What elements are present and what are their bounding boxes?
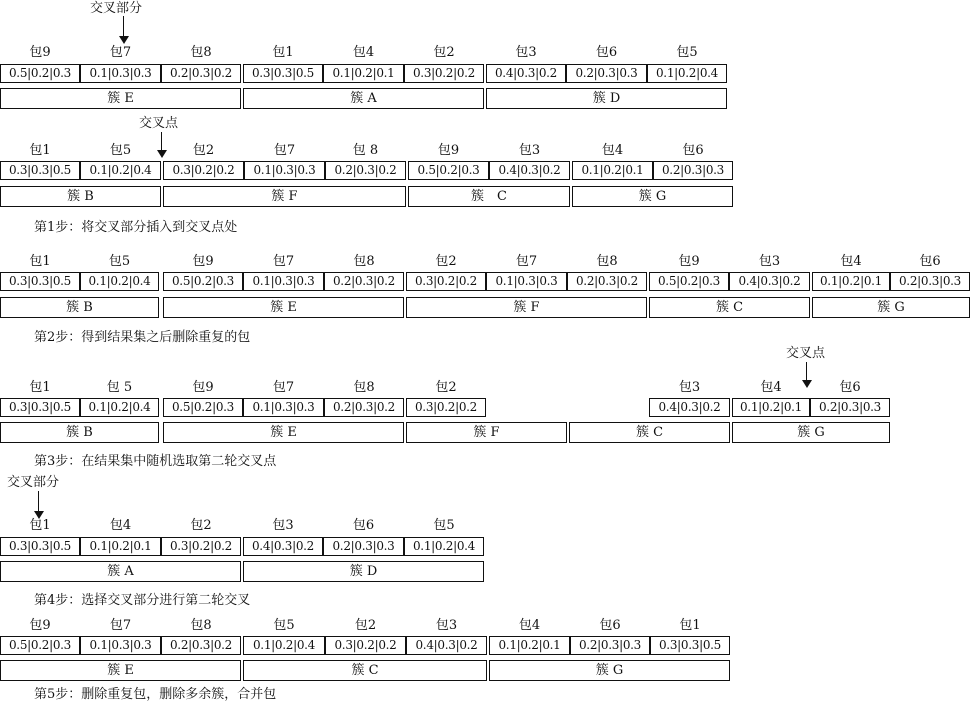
cluster-box: 簇 E [163,422,404,443]
package-label: 包4 [760,380,782,395]
cluster-box: 簇 G [812,297,970,318]
package-label: 包5 [676,45,698,60]
package-box: 0.4|0.3|0.2 [729,272,810,291]
package-label: 包8 [190,45,212,60]
down-arrow-icon [34,491,44,519]
cluster-box: 簇 B [0,297,159,318]
package-box: 0.2|0.3|0.3 [890,272,970,291]
package-box: 0.5|0.2|0.3 [649,272,729,291]
package-label: 包8 [596,254,618,269]
package-label: 包9 [29,618,51,633]
package-label: 包7 [272,380,295,395]
package-label: 包4 [840,254,862,269]
cluster-box: 簇 D [243,561,484,582]
package-label: 包5 [433,518,455,533]
package-box: 0.5|0.2|0.3 [408,161,489,180]
step-1-caption: 第1步：将交叉部分插入到交叉点处 [34,220,238,235]
package-label: 包6 [352,518,375,533]
package-label: 包3 [435,618,458,633]
package-box: 0.3|0.3|0.5 [0,272,80,291]
package-label: 包4 [352,45,375,60]
package-box: 0.3|0.3|0.5 [243,64,323,83]
crossover-part-label: 交叉部分 [90,1,143,16]
package-label: 包7 [109,618,132,633]
package-box: 0.4|0.3|0.2 [486,64,566,83]
crossover-point-label: 交叉点 [786,346,826,361]
package-box: 0.2|0.3|0.2 [161,64,241,83]
package-box: 0.1|0.2|0.1 [323,64,404,83]
cluster-box: 簇 C [243,660,487,681]
package-box: 0.1|0.3|0.3 [486,272,567,291]
package-box: 0.2|0.3|0.2 [567,272,647,291]
down-arrow-icon [119,16,129,44]
package-box: 0.2|0.3|0.3 [653,161,733,180]
cluster-box: 簇 D [486,88,727,109]
package-label: 包9 [192,380,214,395]
package-box: 0.1|0.2|0.4 [404,537,484,556]
package-label: 包8 [190,618,212,633]
step-3-caption: 第3步：在结果集中随机选取第二轮交叉点 [34,454,277,469]
package-box: 0.1|0.2|0.4 [80,161,161,180]
package-label: 包1 [29,254,51,269]
cluster-box: 簇 F [406,297,647,318]
package-label: 包5 [109,143,132,158]
package-box: 0.3|0.2|0.2 [163,161,244,180]
package-label: 包6 [595,45,618,60]
cluster-box: 簇 F [163,186,406,207]
cluster-box: 簇 A [0,561,241,582]
package-label: 包1 [679,618,701,633]
package-label: 包6 [839,380,861,395]
package-box: 0.1|0.3|0.3 [243,398,324,417]
package-label: 包2 [190,518,212,533]
cluster-box: 簇 B [0,186,161,207]
package-box: 0.1|0.2|0.1 [572,161,653,180]
package-label: 包2 [433,45,455,60]
package-label: 包4 [109,518,132,533]
package-box: 0.4|0.3|0.2 [406,636,487,655]
package-box: 0.2|0.3|0.3 [323,537,404,556]
package-label: 包7 [109,45,132,60]
package-label: 包7 [273,143,296,158]
package-box: 0.2|0.3|0.2 [324,398,404,417]
package-box: 0.1|0.3|0.3 [80,636,161,655]
cluster-box: 簇 E [163,297,404,318]
package-label: 包9 [437,143,460,158]
package-box: 0.2|0.3|0.2 [325,161,406,180]
package-box: 0.1|0.2|0.4 [243,636,325,655]
package-box: 0.5|0.2|0.3 [163,272,243,291]
package-box: 0.3|0.2|0.2 [325,636,406,655]
package-box: 0.3|0.3|0.5 [650,636,730,655]
package-label: 包6 [682,143,704,158]
package-box: 0.1|0.2|0.1 [812,272,890,291]
cluster-box: 簇 G [732,422,890,443]
package-box: 0.4|0.3|0.2 [649,398,730,417]
step-5-caption: 第5步：删除重复包，删除多余簇，合并包 [34,687,277,702]
cluster-box: 簇 C [649,297,810,318]
package-label: 包6 [919,254,941,269]
step-2-caption: 第2步：得到结果集之后删除重复的包 [34,330,251,345]
cluster-box: 簇 G [572,186,733,207]
package-box: 0.1|0.2|0.4 [80,272,159,291]
cluster-box: 簇 F [406,422,567,443]
cluster-box: 簇 C [569,422,730,443]
package-label: 包2 [354,618,377,633]
cluster-box: 簇 E [0,88,241,109]
package-label: 包 8 [352,143,379,158]
package-box: 0.2|0.3|0.2 [324,272,404,291]
package-box: 0.1|0.2|0.1 [489,636,570,655]
package-label: 包7 [272,254,295,269]
package-label: 包2 [435,380,457,395]
package-label: 包6 [599,618,621,633]
crossover-part-label: 交叉部分 [7,475,60,490]
package-label: 包9 [192,254,214,269]
package-label: 包4 [518,618,541,633]
package-box: 0.1|0.3|0.3 [243,272,324,291]
package-box: 0.3|0.3|0.5 [0,398,80,417]
package-label: 包4 [601,143,624,158]
package-label: 包1 [29,143,51,158]
package-label: 包9 [29,45,51,60]
package-label: 包8 [353,254,375,269]
package-box: 0.2|0.3|0.3 [566,64,647,83]
package-label: 包5 [108,254,131,269]
package-box: 0.3|0.3|0.5 [0,161,80,180]
cluster-box: 簇 A [243,88,484,109]
package-box: 0.1|0.2|0.4 [80,398,159,417]
package-label: 包2 [435,254,457,269]
package-label: 包2 [192,143,215,158]
package-box: 0.4|0.3|0.2 [243,537,323,556]
package-box: 0.2|0.3|0.2 [161,636,241,655]
cluster-box: 簇 C [408,186,570,207]
package-box: 0.4|0.3|0.2 [489,161,570,180]
package-label: 包3 [518,143,541,158]
package-box: 0.2|0.3|0.3 [810,398,890,417]
package-label: 包3 [678,380,701,395]
package-label: 包 5 [106,380,133,395]
package-box: 0.5|0.2|0.3 [0,64,80,83]
package-label: 包3 [272,518,294,533]
package-box: 0.1|0.2|0.4 [647,64,727,83]
package-label: 包1 [29,518,51,533]
package-box: 0.3|0.3|0.5 [0,537,80,556]
package-label: 包3 [515,45,537,60]
package-label: 包8 [353,380,375,395]
package-box: 0.3|0.2|0.2 [404,64,484,83]
package-box: 0.3|0.2|0.2 [406,398,486,417]
cluster-box: 簇 G [489,660,730,681]
package-label: 包7 [515,254,538,269]
package-label: 包1 [272,45,294,60]
package-box: 0.3|0.2|0.2 [161,537,241,556]
package-box: 0.5|0.2|0.3 [0,636,80,655]
package-box: 0.1|0.3|0.3 [244,161,325,180]
package-box: 0.5|0.2|0.3 [163,398,243,417]
package-box: 0.2|0.3|0.3 [570,636,650,655]
package-label: 包5 [273,618,295,633]
cluster-box: 簇 B [0,422,159,443]
package-label: 包1 [29,380,51,395]
package-box: 0.1|0.3|0.3 [80,64,161,83]
package-label: 包3 [758,254,781,269]
package-label: 包9 [678,254,700,269]
package-box: 0.1|0.2|0.1 [80,537,161,556]
package-box: 0.1|0.2|0.1 [732,398,810,417]
package-box: 0.3|0.2|0.2 [406,272,486,291]
crossover-point-label: 交叉点 [139,116,179,131]
step-4-caption: 第4步：选择交叉部分进行第二轮交叉 [34,593,251,608]
cluster-box: 簇 E [0,660,241,681]
